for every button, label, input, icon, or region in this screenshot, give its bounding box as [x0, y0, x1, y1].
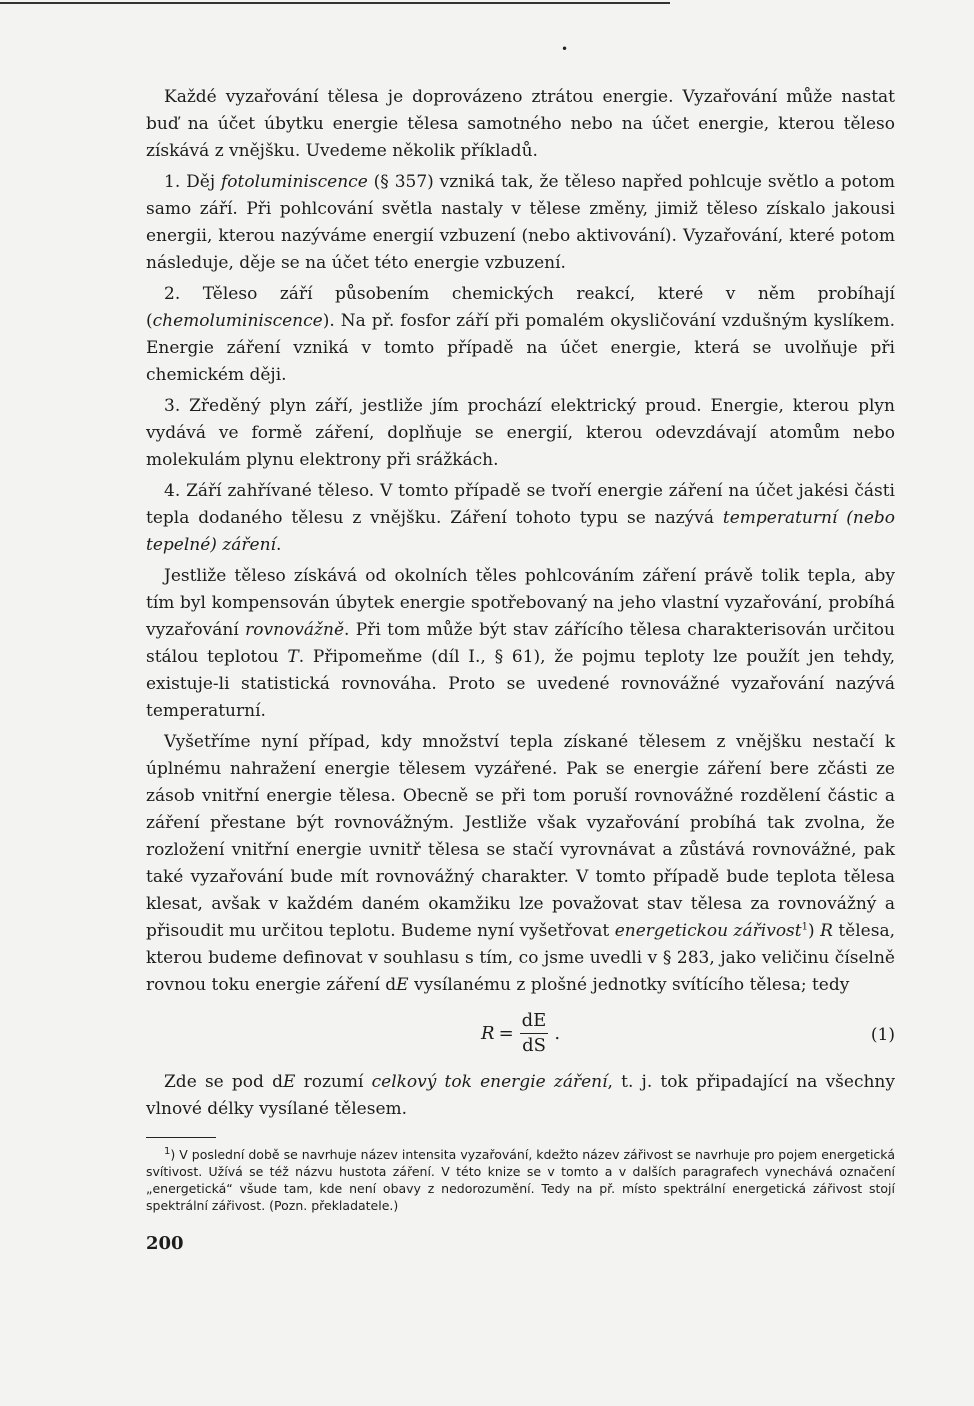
- text-run: 1. Děj: [164, 172, 221, 192]
- page-number: 200: [146, 1233, 184, 1254]
- symbol-E: E: [282, 1072, 296, 1092]
- term-celkovy-tok: celkový tok energie záření: [371, 1072, 608, 1092]
- text-run: vysílanému z plošné jednotky svítícího tělesa; tedy: [408, 975, 850, 995]
- text-run: ). Na př. fosfor září při pomalém okysličování vzdušným kyslíkem. Energie záření vzniká v tomto případě na účet energie, která se uvolňuje při chemickém ději.: [146, 311, 895, 385]
- footnote-ref: 1: [801, 921, 808, 933]
- paragraph-nonequilibrium: [146, 729, 895, 999]
- paragraph-equilibrium: [146, 563, 895, 725]
- text-run: 2. Těleso září působením chemických reakcí, které v něm probíhají (: [146, 284, 895, 331]
- footnote-marker: 1: [164, 1145, 171, 1157]
- text-run: . Při tom může být stav zářícího tělesa charakterisován určitou stálou teplotou: [146, 620, 895, 667]
- footnote-text: ) V poslední době se navrhuje název intensita vyzařování, kdežto název zářivost se navrhuje pro pojem energetická svítivost. Užívá se též názvu hustota záření. V této knize se v tomto a v dalších paragrafech vynechává označení „energetická“ všude tam, kde není obavy z nedorozumění. Tedy na př. místo spektrální energetická zářivost stojí spektrální zářivost. (Pozn. překladatele.): [146, 1147, 895, 1213]
- text-run: rozumí: [295, 1072, 372, 1092]
- equals-sign: =: [498, 1023, 514, 1044]
- term-fotoluminiscence: fotoluminiscence: [221, 172, 368, 192]
- term-rovnovazne: rovnovážně: [245, 620, 345, 640]
- text-run: (§ 357) vzniká tak, že těleso napřed pohlcuje světlo a potom samo září. Při pohlcování světla nastaly v tělese změny, jimiž těleso získalo jakousi energii, kterou nazýváme energií vzbuzení (nebo aktivování). Vyzařování, které potom následuje, děje se na účet této energie vzbuzení.: [146, 172, 895, 273]
- equation-1: [146, 1005, 895, 1063]
- text-run: tělesa, kterou budeme definovat v souhlasu s tím, co jsme uvedli v § 283, jako veličinu číselně rovnou toku energie záření d: [146, 921, 895, 995]
- page-body: [146, 84, 895, 1218]
- text-run: .: [275, 535, 282, 555]
- term-temperaturni-zareni: temperaturní (nebo tepelné) záření: [146, 508, 896, 555]
- symbol-R: R: [820, 921, 833, 941]
- text-run: , t. j. tok připadající na všechny vlnové délky vysílané tělesem.: [146, 1072, 895, 1119]
- footnote-rule: [146, 1137, 216, 1138]
- fraction-numerator: dE: [520, 1009, 549, 1034]
- term-energeticka-zarivost: energetickou zářivost: [614, 921, 802, 941]
- ink-dot: •: [561, 42, 569, 56]
- paragraph-example-4: [146, 478, 895, 559]
- text-run: Jestliže těleso získává od okolních těles pohlcováním záření právě tolik tepla, aby tím byl kompensován úbytek energie spotřebovaný na jeho vlastní vyzařování, probíhá vyzařování: [146, 566, 895, 640]
- paragraph-intro: [146, 84, 895, 165]
- text-run: Vyšetříme nyní případ, kdy množství tepla získané tělesem z vnějšku nestačí k úplnému nahražení energie tělesem vyzářené. Pak se energie záření bere zčásti ze zásob vnitřní energie tělesa. Obecně se při tom poruší rovnovážné rozdělení částic a záření přestane být rovnovážným. Jestliže však vyzařování probíhá tak zvolna, že rozložení vnitřní energie uvnitř tělesa se stačí vyrovnávat a zůstává rovnovážné, pak také vyzařování bude mít rovnovážný charakter. V tomto případě bude teplota tělesa klesat, avšak v každém daném okamžiku lze považovat stav tělesa za rovnovážný a přisoudit mu určitou teplotu. Budeme nyní vyšetřovat: [146, 732, 895, 941]
- symbol-T: T: [287, 647, 299, 667]
- symbol-E: E: [396, 975, 409, 995]
- paragraph-text: Každé vyzařování tělesa je doprovázeno ztrátou energie. Vyzařování může nastat buď na účet úbytku energie tělesa samotného nebo na účet energie, kterou těleso získává z vnějšku. Uvedeme několik příkladů.: [146, 87, 895, 161]
- term-chemoluminiscence: chemoluminiscence: [152, 311, 323, 331]
- equation-period: .: [554, 1023, 561, 1044]
- equation-body: [481, 1009, 560, 1058]
- paragraph-text: 3. Zředěný plyn září, jestliže jím prochází elektrický proud. Energie, kterou plyn vydává ve formě záření, doplňuje se energií, kterou odevzdávají atomům nebo molekulám plynu elektrony při srážkách.: [146, 396, 895, 470]
- equation-lhs: R: [481, 1023, 495, 1044]
- text-run: 4. Září zahřívané těleso. V tomto případě se tvoří energie záření na účet jakési části tepla dodaného tělesu z vnějšku. Záření tohoto typu se nazývá: [146, 481, 895, 528]
- equation-number: (1): [870, 1025, 895, 1045]
- fraction-denominator: dS: [522, 1035, 546, 1056]
- top-edge-rule: [0, 2, 670, 4]
- paragraph-example-2: [146, 281, 895, 389]
- fraction: [520, 1009, 549, 1058]
- footnote: [146, 1146, 895, 1214]
- paragraph-total-flux: [146, 1069, 895, 1123]
- paragraph-example-1: [146, 169, 895, 277]
- text-run: Zde se pod d: [164, 1072, 283, 1092]
- paragraph-example-3: [146, 393, 895, 474]
- text-run: ): [807, 921, 821, 941]
- text-run: . Připomeňme (díl I., § 61), že pojmu teploty lze použít jen tehdy, existuje-li statistická rovnováha. Proto se uvedené rovnovážné vyzařování nazývá temperaturní.: [146, 647, 895, 721]
